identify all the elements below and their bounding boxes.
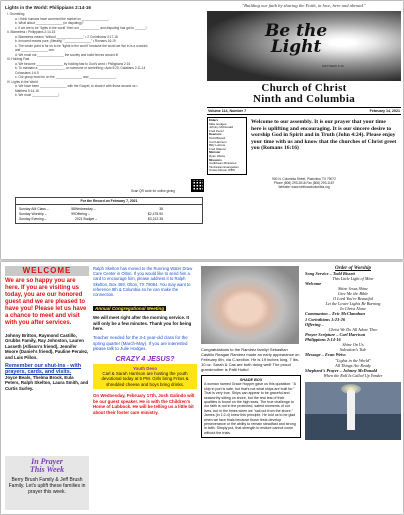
outline-line: c. Our group must be on the _______________ and _______________. [15,75,117,79]
staff-name: Crista Gibson WBS [209,168,235,173]
welcome-banner: WELCOME [5,266,89,276]
bulletin-page-front [1,1,403,259]
youth-devo-text: Carl & Sarah Harrison are hosting the youth devotional today at 5 PM. Girls bring Fritos & shredded cheese and boys bring drinks. [101,371,189,387]
cover-section [207,3,401,189]
ministers-message-title: SHADE BOX [239,378,263,382]
outline-line: I. Grumbling [7,12,25,16]
outline-line: a. We have been _______________ with the Gospel, to share it with those around us • [15,84,138,88]
record-cell: 58 [71,207,75,211]
church-name [207,83,401,105]
prayer-list: Johnny Britton, Raymond Castillo, Grubbs Family, Ray Johnston, Lauren Lasseth (Allison's friend), Jennifer Moore (Daniel's friend), Pauline Peralez, and Luis Pillon. [5,333,89,360]
worship-item: This Little Light of Mine [332,276,374,282]
staff-and-welcome [207,117,401,175]
order-of-worship-title: Order of Worship [335,266,371,271]
sermon-outline [5,12,201,98]
outline-line: b. We must _______________! [15,93,60,97]
teacher-needed-note: Teacher needed for the 3-4 year-old class for the spring quarter (March-May). If you are interested please talk to Julie Hodges. [93,335,188,352]
in-prayer-title-2: This Week [29,465,65,474]
church-name-line2: Ninth and Columbia [253,93,355,105]
hero-scripture-ref: MATTHEW 5:16 [322,64,344,68]
church-name-line1: Church of Christ [261,82,347,94]
record-cell: Sunday Evening – [19,216,47,221]
outline-line: Colossians 1:6-5 [15,70,39,75]
in-prayer-box [5,456,89,510]
sermon-outline-section [5,5,201,98]
record-cell [163,217,203,222]
meeting-banner: Annual Congregational Meeting [95,306,165,312]
outline-line: a. I think humans have cornered the market on _______________. [15,16,110,21]
outline-line: c. The whole point is for us to be "lights in the world" because the world we live in is a crooked [15,43,148,48]
worship-item: In Christ Alone [340,306,366,312]
welcome-column [5,266,89,495]
record-cell: Offering – [75,211,90,216]
worship-heading: 1 Corinthians 1:23-26 [305,316,346,322]
worship-heading: Communion – Eric McClanahan [305,311,365,317]
worship-heading: Offering – [305,321,324,327]
staff-name: Caribbean Ministries [209,161,237,166]
outline-line: d. We must not _______________ the society and build fences around it! [15,52,119,57]
address-line: 900 N. Columbia Street, Plainview, TX 79072 [272,176,336,181]
outline-line: a. We become _______________ by holding fast to God's word • Philippians 2:16 [15,61,131,66]
crazy-4-jesus-logo: CRAZY 4 JESUS? [115,355,175,363]
hero-title [265,23,327,55]
staff-name: Billy Lubrow [209,143,226,148]
sermon-title: Lights in the World: Philippians 2:14-16 [5,5,91,10]
outline-line: Matthew 5:14-16 [15,88,39,93]
staff-name: Fred Watson [209,146,227,151]
staff-role: Missions [209,157,222,162]
staff-role: Elders [209,118,219,122]
qr-code-icon [191,179,204,192]
qr-caption: Scan QR code for online giving [131,189,175,193]
family-news-column [201,266,301,438]
staff-name: Fred Perez [209,128,224,133]
ministers-message-box [201,375,301,438]
wednesday-speaker-note: On Wednesday, February 17th, Josh Galindo will be our guest speaker. He is with the Children's Home of Lubbock. He will be telling us a little bit about their foster care ministry. [93,393,195,415]
outline-line: and _______________ one. [15,48,55,52]
order-of-worship-column [305,266,401,440]
outline-line: b. What about _______________ (or disputing)? [15,21,84,25]
staff-name: Mike Hodges [209,121,227,126]
staff-name: Johnny McDonald [209,125,234,130]
worship-item: O Lord You're Beautiful [333,296,373,302]
lighthouse-image [305,382,401,440]
staff-role: Minister [209,150,221,155]
youth-devo-card [93,364,197,390]
hero-title-line1: Be the [265,21,328,41]
record-cell: Sunday AM Class – [19,207,49,211]
outline-line: III. Holding Fast [7,57,30,61]
outline-line: c. If we are to be "lights in the world" then our ___________ and disputing has got to ______! [15,25,147,30]
in-prayer-title-1: In Prayer [31,457,63,466]
outline-line: a. Blameless means "without _______________" • 2 Corinthians 3:17-18 [15,34,118,39]
staff-name: Ryan Weiss [209,153,225,158]
volume-row [207,107,401,115]
baby-photo [201,266,299,344]
worship-item: Christ We Do All Adore Thee [328,327,378,333]
worship-heading: Prayer Scripture – Carl Harrison [305,332,366,338]
record-cell: 99 [71,211,75,216]
visitor-welcome-text: We are so happy you are here. If you are visiting us today, you are our honored guest and we are pleased to have you! Please let us have a chance to meet and visit with you after services. [5,278,87,326]
be-the-light-image [207,11,401,81]
worship-item: Shine Jesus Shine [338,286,368,292]
church-motto: "Building our faith by sharing the Faith, in love, here and abroad." [242,3,366,8]
staff-role: Deacons [209,132,222,137]
worship-item: Shine On Us [342,342,364,348]
staff-name: Carl Harrison [209,139,227,144]
staff-name: Todd Bissett [209,135,226,140]
record-cell: 2021 Budget – [75,216,98,221]
shut-ins-heading: Remember our shut-ins - with prayers, cards, and visits. [5,363,82,376]
hero-title-line2: Light [270,37,322,57]
shut-ins-list: Joyce Beals, Thelma Brock, Eula Peters, Ralph Skelton, Laura Smith, and Curtis Surley. [5,375,89,391]
youth-devo-heading: Youth Devo [132,365,158,371]
website-line: Website: www.ninthandcolumbia.org [278,184,330,189]
outline-line: b. To maintain a _______________ on someone or something • Acts 5:20; Galatians 2:11-14 [15,66,146,70]
in-prayer-text: Berry Brush Family & Jeff Brush Family. Let's uplift these families in prayer this week. [8,477,86,495]
worship-heading: Shepherd's Prayer – Johnny McDonald [305,367,377,373]
meeting-text: We will meet right after the morning service. It will only be a few minutes. Thank you for being here. [93,315,192,332]
worship-heading: Philippians 2:14-16 [305,337,341,343]
volume-number: Volume 114, Number 7 [208,109,247,113]
worship-heading: Welcome [305,281,322,287]
staff-name: Tanzanian Evangelism [209,164,240,169]
attendance-record [15,197,203,224]
phone-line: Phone (806) 293-2616 Fax (806) 293-1167 [273,180,335,185]
record-cell [59,217,75,222]
record-grid [16,205,202,223]
welcome-message: Welcome to our assembly. It is our prayer that your time here is uplifting and encouraging. It is our sincere desire to worship God in Spirit and in Truth (John 4:24). Please enjoy your time with us and know that the churches of Christ greet you (Romans 16:16) [251,119,397,152]
record-cell: $3,212.35 [147,216,163,221]
outline-line: IV. Lights in the World [7,79,38,84]
order-of-worship-list [305,271,401,378]
worship-item: Give Me the Bible [337,291,369,297]
worship-heading: Song Service – Todd Bissett [305,271,355,276]
staff-list [207,117,247,175]
outline-line: II. Blameless • Philippians 2:14-15 [7,30,56,34]
worship-item: "Lights in the World" [335,357,371,363]
lighthouse-tower-icon [347,390,355,430]
baby-caption: Congratulations to the Ramirez family! Sebastian Castillo Reagan Ramirez made an early appearance on February 6th, via C-section. He is 19 inches long, 7 lbs, 10 oz. Sarah & Cas are both doing well! The proud grandmother is Patti Hutto! [201,347,300,372]
worship-item: All Things Are Ready [335,362,371,368]
record-header: For the Record on February 7, 2021 [16,198,202,205]
church-address [207,177,401,189]
ministers-message-text: A woman named Grace Hopper gave us this quotation: "A ship in port is safe, but that's not what ships are built for." That is very true. Ships can appear to be graceful and seaworthy sitting on shore, but the real test of their qualities is found on the high seas. The true challenge to our faith is not in the protected, safest moments of our lives, but in the times when we "sail out from the shore." James (in 1:2-4) knew this principle. He told us to be glad when we face trials because those tests develop perseverance or the ability to remain steadfast and strong in faith. Simply put, that strength to endure cannot come without the trials. [204,382,296,435]
announcements-column [93,266,197,415]
record-cell: $2,478.90 [147,211,163,216]
bulletin-date: February 14, 2021 [369,109,400,113]
bulletin-page-inside [1,262,403,514]
worship-heading: Message – Evan Weiss [305,352,346,358]
worship-item: Salvation's Tide [339,347,367,353]
worship-item: When the Roll Is Called Up Yonder [323,372,383,378]
record-cell: Sunday Worship – [19,211,47,216]
outline-line: b. Innocent means pure, (literally) "_______________" • Romans 16:19 [15,39,116,43]
skelton-note: Ralph Skelton has moved to the Running Water Draw Care Center in Olton. If you would like to send him a card to encourage him, please address it to Ralph Skelton, Box 469, Olton, TX 79064. You may want to reference 9th & Columbia so he can make the connection. [93,266,193,298]
record-cell: 38 [159,207,163,211]
record-cell: Wednesday – [75,207,96,211]
worship-item: Let the Lower Lights Be Burning [325,301,381,307]
